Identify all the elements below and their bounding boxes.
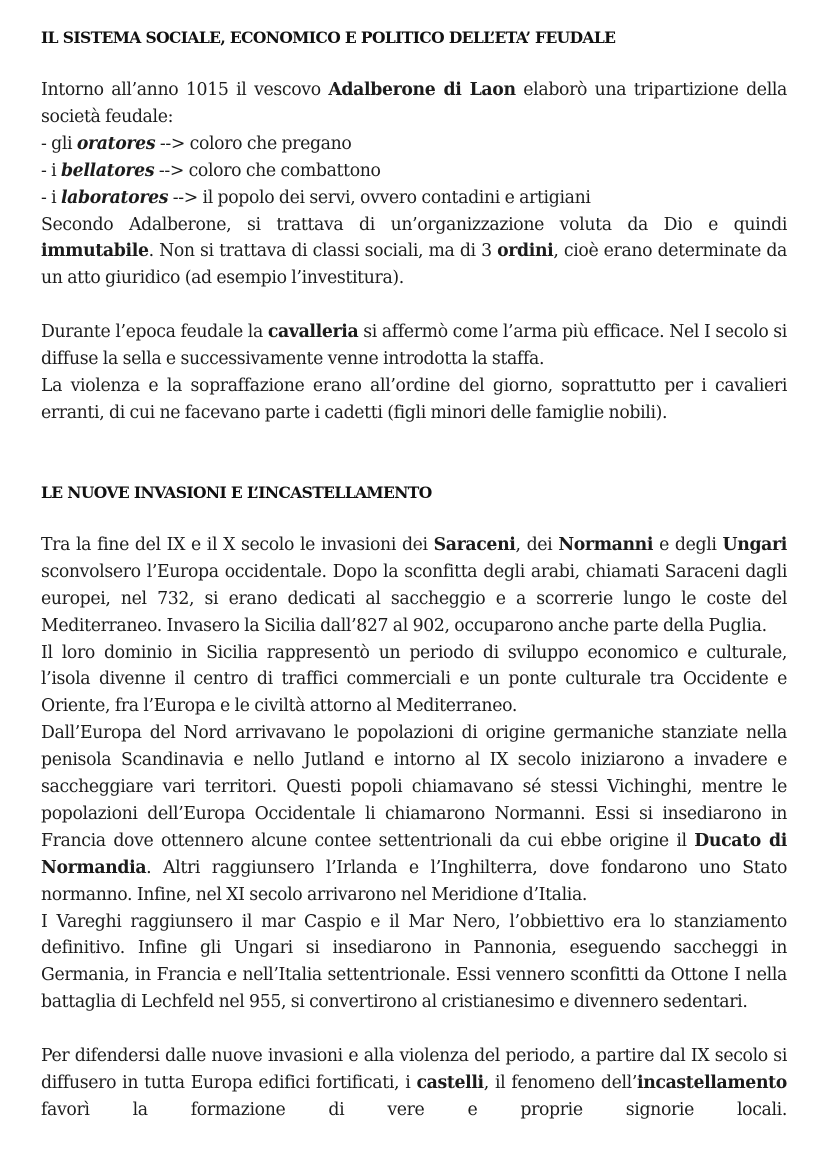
list-suffix: --> coloro che pregano (155, 133, 352, 154)
text-span: Tra la fine del IX e il X secolo le invasioni dei (41, 534, 434, 555)
text-span: sconvolsero l’Europa occidentale. Dopo la sconfitta degli arabi, chiamati Saraceni dagli europei, nel 732, si erano dedicati al saccheggio e a scorrerie lungo le coste del Mediterraneo. Invasero la Sicilia dall’827 al 902, occuparono anche parte della Puglia. (41, 561, 787, 636)
text-span: e degli (653, 534, 723, 555)
text-span: , il fenomeno dell’ (483, 1073, 637, 1094)
bold-term: castelli (416, 1073, 484, 1094)
bold-term: Ducato di Normandia (41, 830, 788, 878)
text-span: si affermò come l’arma più efficace. Nel I secolo si diffuse la sella e successivamente venne introdotta la staffa. (41, 322, 787, 370)
text-span: Secondo Adalberone, si trattava di un’organizzazione voluta da Dio e quindi (41, 214, 787, 235)
bold-term: Adalberone di Laon (328, 80, 516, 100)
text-span: Intorno all’anno 1015 il vescovo (41, 80, 329, 100)
list-suffix: --> il popolo dei servi, ovvero contadini e artigiani (168, 187, 591, 208)
text-span: Durante l’epoca feudale la (41, 322, 268, 343)
bold-term: cavalleria (267, 322, 359, 343)
paragraph-tripartition (41, 77, 787, 131)
text-span: . Non si trattava di classi sociali, ma di 3 (148, 241, 498, 262)
paragraph-north-europe (41, 720, 787, 908)
bold-italic-term: bellatores (60, 160, 155, 181)
bold-italic-term: laboratores (60, 187, 169, 208)
list-item (41, 131, 787, 158)
text-span: elaborò una tripartizione della società feudale: (41, 80, 787, 127)
list-item (41, 158, 787, 185)
bold-term: ordini (497, 241, 554, 262)
section-title-feudal-system: IL SISTEMA SOCIALE, ECONOMICO E POLITICO DELL’ETA’ FEUDALE (41, 28, 616, 47)
paragraph-violence: La violenza e la sopraffazione erano all’ordine del giorno, soprattutto per i cavalieri erranti, di cui ne facevano parte i cadetti (figli minori delle famiglie nobili). (41, 376, 787, 423)
text-span: Per difendersi dalle nuove invasioni e alla violenza del periodo, a partire dal IX secolo si diffusero in tutta Europa edifici fortificati, i (41, 1046, 787, 1094)
paragraph-invasions (41, 532, 787, 640)
list-item (41, 185, 787, 212)
list-suffix: --> coloro che combattono (154, 160, 381, 181)
text-span: Dall’Europa del Nord arrivavano le popolazioni di origine germaniche stanziate nella penisola Scandinavia e nello Jutland e intorno al IX secolo iniziarono a invadere e saccheggiare vari territori. Questi popoli chiamavano sé stessi Vichinghi, mentre le popolazioni dell’Europa Occidentale li chiamarono Normanni. Essi si insediarono in Francia dove ottennero alcune contee settentrionali da cui ebbe origine il (41, 723, 787, 851)
section-title-invasions: LE NUOVE INVASIONI E L’INCASTELLAMENTO (41, 482, 432, 502)
list-prefix: - gli (41, 133, 77, 154)
list-prefix: - i (41, 187, 61, 208)
bold-italic-term: oratores (76, 133, 156, 154)
bold-term: Normanni (558, 534, 654, 555)
paragraph-vareghi: I Vareghi raggiunsero il mar Caspio e il Mar Nero, l’obbiettivo era lo stanziamento definitivo. Infine gli Ungari si insediarono in Pannonia, eseguendo saccheggi in Germania, in Francia e nell’Italia settentrionale. Essi vennero sconfitti da Ottone I nella battaglia di Lechfeld nel 955, si convertirono al cristianesimo e divennero sedentari. (41, 911, 787, 1013)
paragraph-sicily: Il loro dominio in Sicilia rappresentò un periodo di sviluppo economico e culturale, l’isola divenne il centro di traffici commerciali e un ponte culturale tra Occidente e Oriente, fra l’Europa e le civiltà attorno al Mediterraneo. (41, 642, 787, 717)
paragraph-orders (41, 212, 787, 293)
document-page (41, 26, 787, 1124)
text-span: , cioè erano determinate da un atto giuridico (ad esempio l’investitura). (41, 241, 787, 289)
bold-term: immutabile (41, 241, 149, 262)
paragraph-cavalry (41, 319, 787, 373)
text-span: , dei (515, 534, 559, 555)
paragraph-castles (41, 1043, 787, 1124)
text-span: favorì la formazione di vere e proprie signorie locali. (41, 1100, 787, 1120)
bold-term: Ungari (722, 534, 788, 555)
text-span: . Altri raggiunsero l’Irlanda e l’Inghilterra, dove fondarono uno Stato normanno. Infine, nel XI secolo arrivarono nel Meridione d’Italia. (41, 857, 787, 905)
list-prefix: - i (41, 160, 61, 181)
bold-term: Saraceni (433, 534, 516, 555)
bold-term: incastellamento (636, 1073, 787, 1094)
